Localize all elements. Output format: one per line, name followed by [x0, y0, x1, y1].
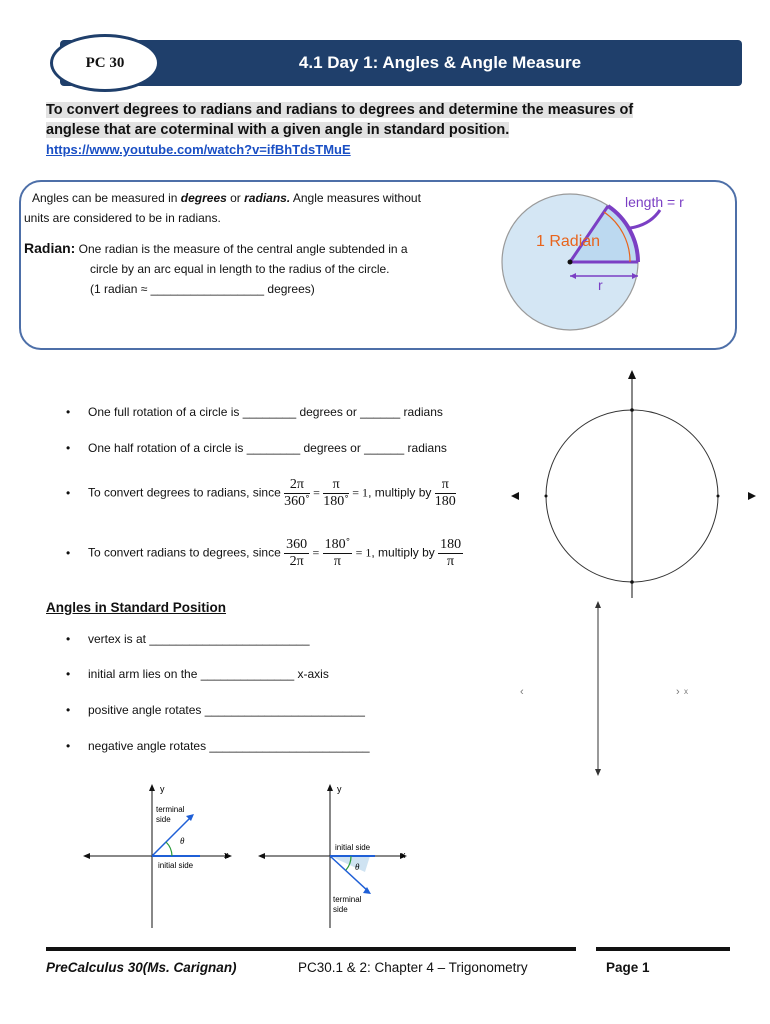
r-label: r — [598, 277, 603, 293]
info-text-1: Angles can be measured in — [32, 191, 181, 205]
bullet-rad-to-deg: • To convert radians to degrees, since $\frac{360}{2\pi}$ = $\frac{180˚}{\pi}$ = 1, multiply by $\frac{180}{\pi}$ — [66, 537, 462, 569]
fraction-num: 180˚ — [324, 537, 351, 552]
fraction-num: 2π — [284, 477, 310, 494]
theta-label: θ — [180, 836, 185, 846]
fraction — [435, 477, 456, 510]
info-text-4: units are considered to be in radians. — [24, 211, 221, 225]
bullet-full-rotation: • One full rotation of a circle is ________ degrees or ______ radians — [66, 405, 443, 419]
blank-axes — [510, 598, 700, 780]
rad-to-deg-text: To convert radians to degrees, since — [88, 545, 281, 560]
bullet-half-rotation: • One half rotation of a circle is ________ degrees or ______ radians — [66, 441, 447, 455]
list-item: • vertex is at ________________________ — [66, 632, 310, 646]
footer-rule — [46, 947, 576, 951]
info-text-3: Angle measures without — [290, 191, 421, 205]
fraction — [323, 537, 353, 570]
info-text-2: or — [226, 191, 245, 205]
degrees-word: degrees — [180, 191, 227, 205]
initial-side-label: initial side — [335, 843, 371, 852]
one-radian-label: 1 Radian — [536, 233, 601, 250]
x-axis-label: x — [684, 687, 688, 696]
fraction — [284, 477, 310, 510]
deg-to-rad-text: To convert degrees to radians, since — [88, 485, 281, 500]
course-badge: PC 30 — [50, 34, 160, 92]
fraction — [284, 537, 309, 570]
fraction-den: π — [333, 554, 341, 569]
x-label: x — [224, 850, 229, 860]
footer-rule — [596, 947, 730, 951]
section-heading: Angles in Standard Position — [46, 600, 227, 615]
list-item-text: initial arm lies on the ______________ x-axis — [88, 667, 329, 681]
equals-one: = 1 — [355, 545, 372, 560]
objective — [46, 100, 706, 160]
side-label: side — [333, 905, 348, 914]
fraction-den: 180˚ — [323, 494, 349, 509]
radian-label: Radian: — [24, 240, 76, 256]
list-item: • positive angle rotates ________________________ — [66, 703, 365, 717]
svg-text:›: › — [676, 686, 680, 698]
radian-definition-1: One radian is the measure of the central angle subtended in a — [75, 242, 408, 256]
bullet-deg-to-rad: • To convert degrees to radians, since $\frac{2\pi}{360˚}$ = $\frac{\pi}{180˚}$ = 1, multiply by $\frac{\pi}{180}$ — [66, 477, 456, 509]
fraction-num: π — [323, 477, 349, 494]
radian-diagram — [490, 180, 710, 340]
theta-label: θ — [355, 862, 360, 872]
page-number: Page 1 — [606, 960, 650, 975]
footer-chapter: PC30.1 & 2: Chapter 4 – Trigonometry — [298, 960, 528, 975]
terminal-label: terminal — [156, 805, 185, 814]
y-label: y — [337, 784, 342, 794]
fraction — [438, 537, 463, 570]
video-link[interactable]: https://www.youtube.com/watch?v=ifBhTdsTMuE — [46, 142, 351, 157]
fraction-num: 180 — [440, 537, 462, 552]
info-text — [24, 188, 472, 299]
fraction — [323, 477, 349, 510]
list-item-text: positive angle rotates ________________________ — [88, 703, 365, 717]
bullet-full-rotation-text: One full rotation of a circle is ________ degrees or ______ radians — [88, 405, 443, 419]
fraction-num: 360 — [286, 537, 308, 552]
fraction-den: 360˚ — [284, 494, 310, 509]
length-label: length = r — [625, 194, 684, 210]
fraction-den: π — [447, 554, 455, 569]
negative-angle-figure — [255, 782, 415, 932]
radian-definition-2: circle by an arc equal in length to the radius of the circle. — [90, 262, 390, 276]
list-item: • initial arm lies on the ______________ x-axis — [66, 667, 329, 681]
list-item-text: vertex is at ________________________ — [88, 632, 310, 646]
positive-angle-figure — [80, 782, 240, 932]
list-item: • negative angle rotates ________________________ — [66, 739, 370, 753]
bullet-half-rotation-text: One half rotation of a circle is ________ degrees or ______ radians — [88, 441, 447, 455]
fraction-den: 180 — [434, 494, 456, 509]
page-title: 4.1 Day 1: Angles & Angle Measure — [298, 53, 582, 72]
equals-one: = 1 — [352, 485, 369, 500]
fraction-num: π — [435, 477, 456, 494]
radians-word: radians. — [244, 191, 291, 205]
radian-definition-3: (1 radian ≈ _________________ degrees) — [90, 282, 315, 296]
initial-side-label: initial side — [158, 861, 194, 870]
svg-text:‹: ‹ — [520, 686, 524, 698]
x-label: x — [401, 850, 406, 860]
side-label: side — [156, 815, 171, 824]
multiply-by: , multiply by — [371, 545, 435, 560]
multiply-by: , multiply by — [368, 485, 432, 500]
unit-circle-axes — [505, 368, 765, 600]
fraction-den: 2π — [289, 554, 304, 569]
terminal-label: terminal — [333, 895, 362, 904]
objective-line-1: To convert degrees to radians and radians to degrees and determine the measures of — [46, 102, 634, 118]
list-item-text: negative angle rotates ________________________ — [88, 739, 370, 753]
y-label: y — [160, 784, 165, 794]
objective-line-2: anglese that are coterminal with a given angle in standard position. — [46, 122, 510, 138]
footer-course: PreCalculus 30(Ms. Carignan) — [46, 960, 237, 975]
